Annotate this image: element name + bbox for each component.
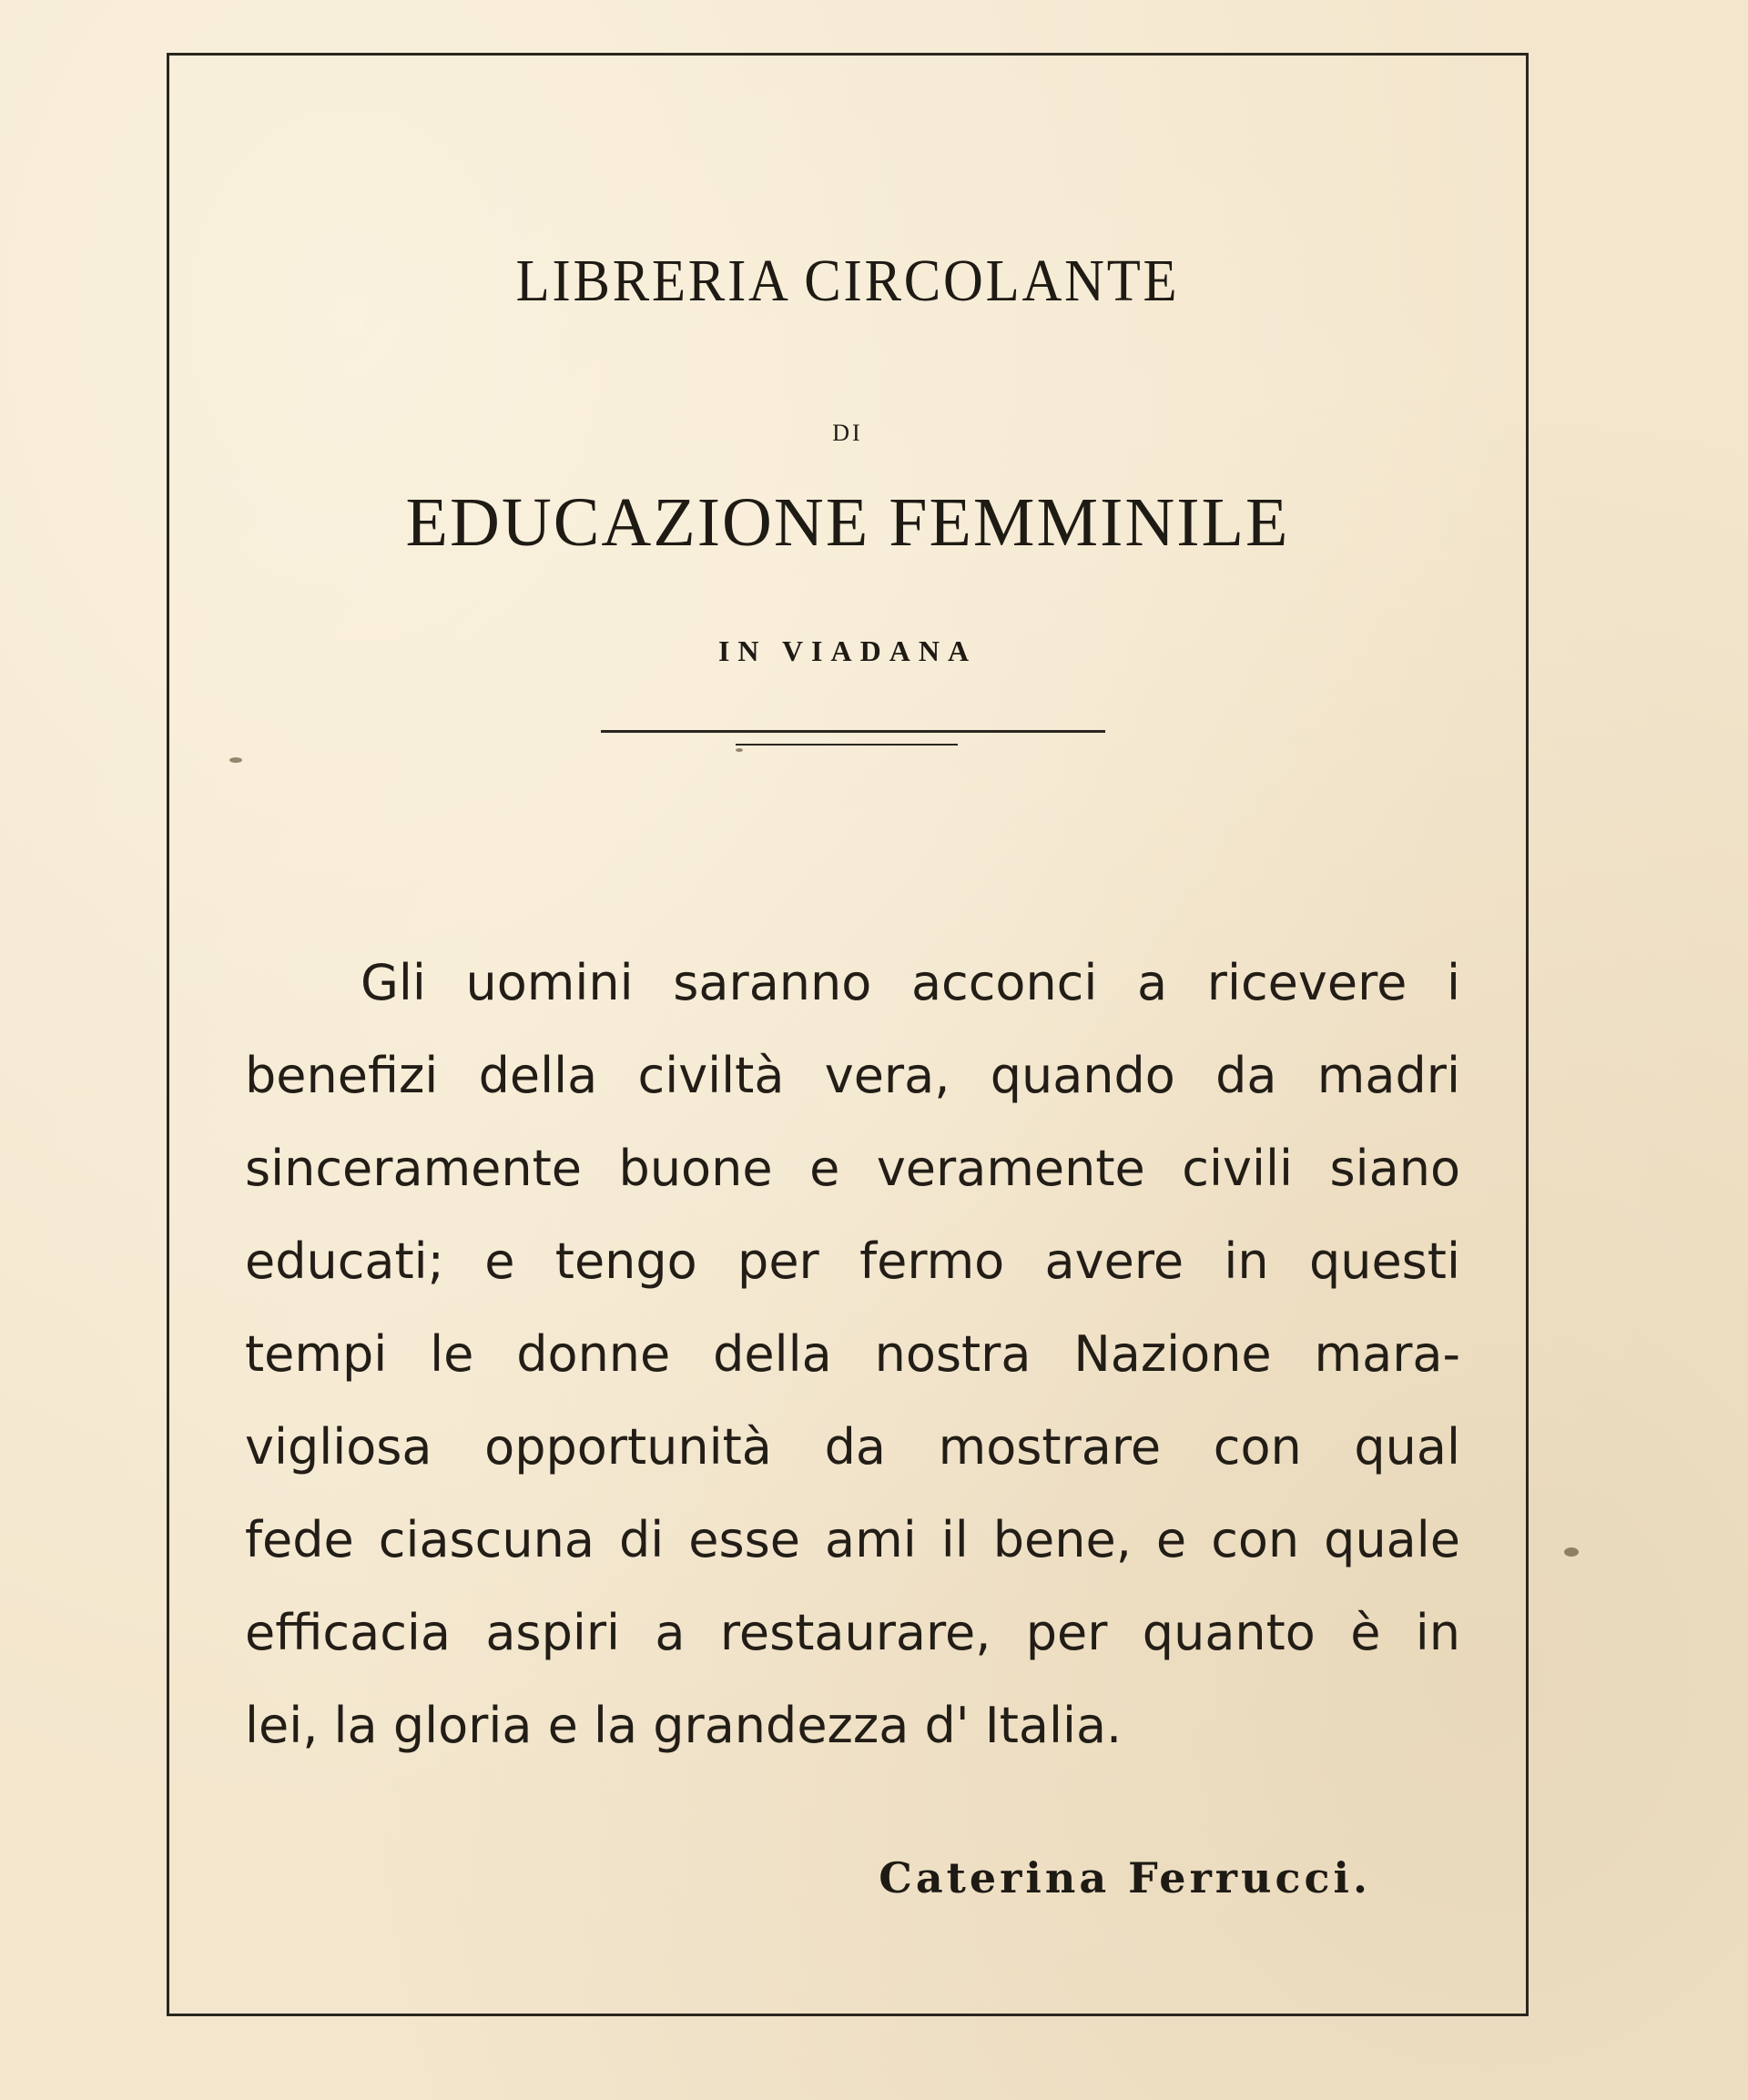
quote-line: lei, la gloria e la grandezza d' Italia. [245, 1697, 1123, 1754]
quote-line: Gli uomini saranno acconci a ricevere i [361, 954, 1460, 1011]
divider-long [601, 730, 1105, 733]
paper-speck [736, 748, 743, 752]
paper-speck [1564, 1547, 1579, 1557]
quote-line: educati; e tengo per fermo avere in questi [245, 1233, 1460, 1290]
author-signature: Caterina Ferrucci. [879, 1853, 1371, 1902]
library-title: LIBRERIA CIRCOLANTE [515, 248, 1180, 314]
place-name: IN VIADANA [717, 634, 978, 667]
quote-line: benefizi della civiltà vera, quando da madri [245, 1047, 1460, 1104]
quote-line: sinceramente buone e veramente civili siano [245, 1140, 1460, 1197]
preposition: DI [832, 420, 863, 446]
quote-paragraph [245, 937, 1460, 1772]
library-subtitle: EDUCAZIONE FEMMINILE [405, 484, 1290, 561]
quote-line: efficacia aspiri a restaurare, per quanto è in [245, 1604, 1460, 1661]
page-border [167, 53, 1529, 2016]
paper-speck [229, 757, 242, 763]
quote-line: vigliosa opportunità da mostrare con qual [245, 1418, 1460, 1476]
quote-line: fede ciascuna di esse ami il bene, e con quale [245, 1511, 1460, 1568]
quote-line: tempi le donne della nostra Nazione mara- [245, 1325, 1460, 1383]
divider-short [736, 744, 958, 746]
